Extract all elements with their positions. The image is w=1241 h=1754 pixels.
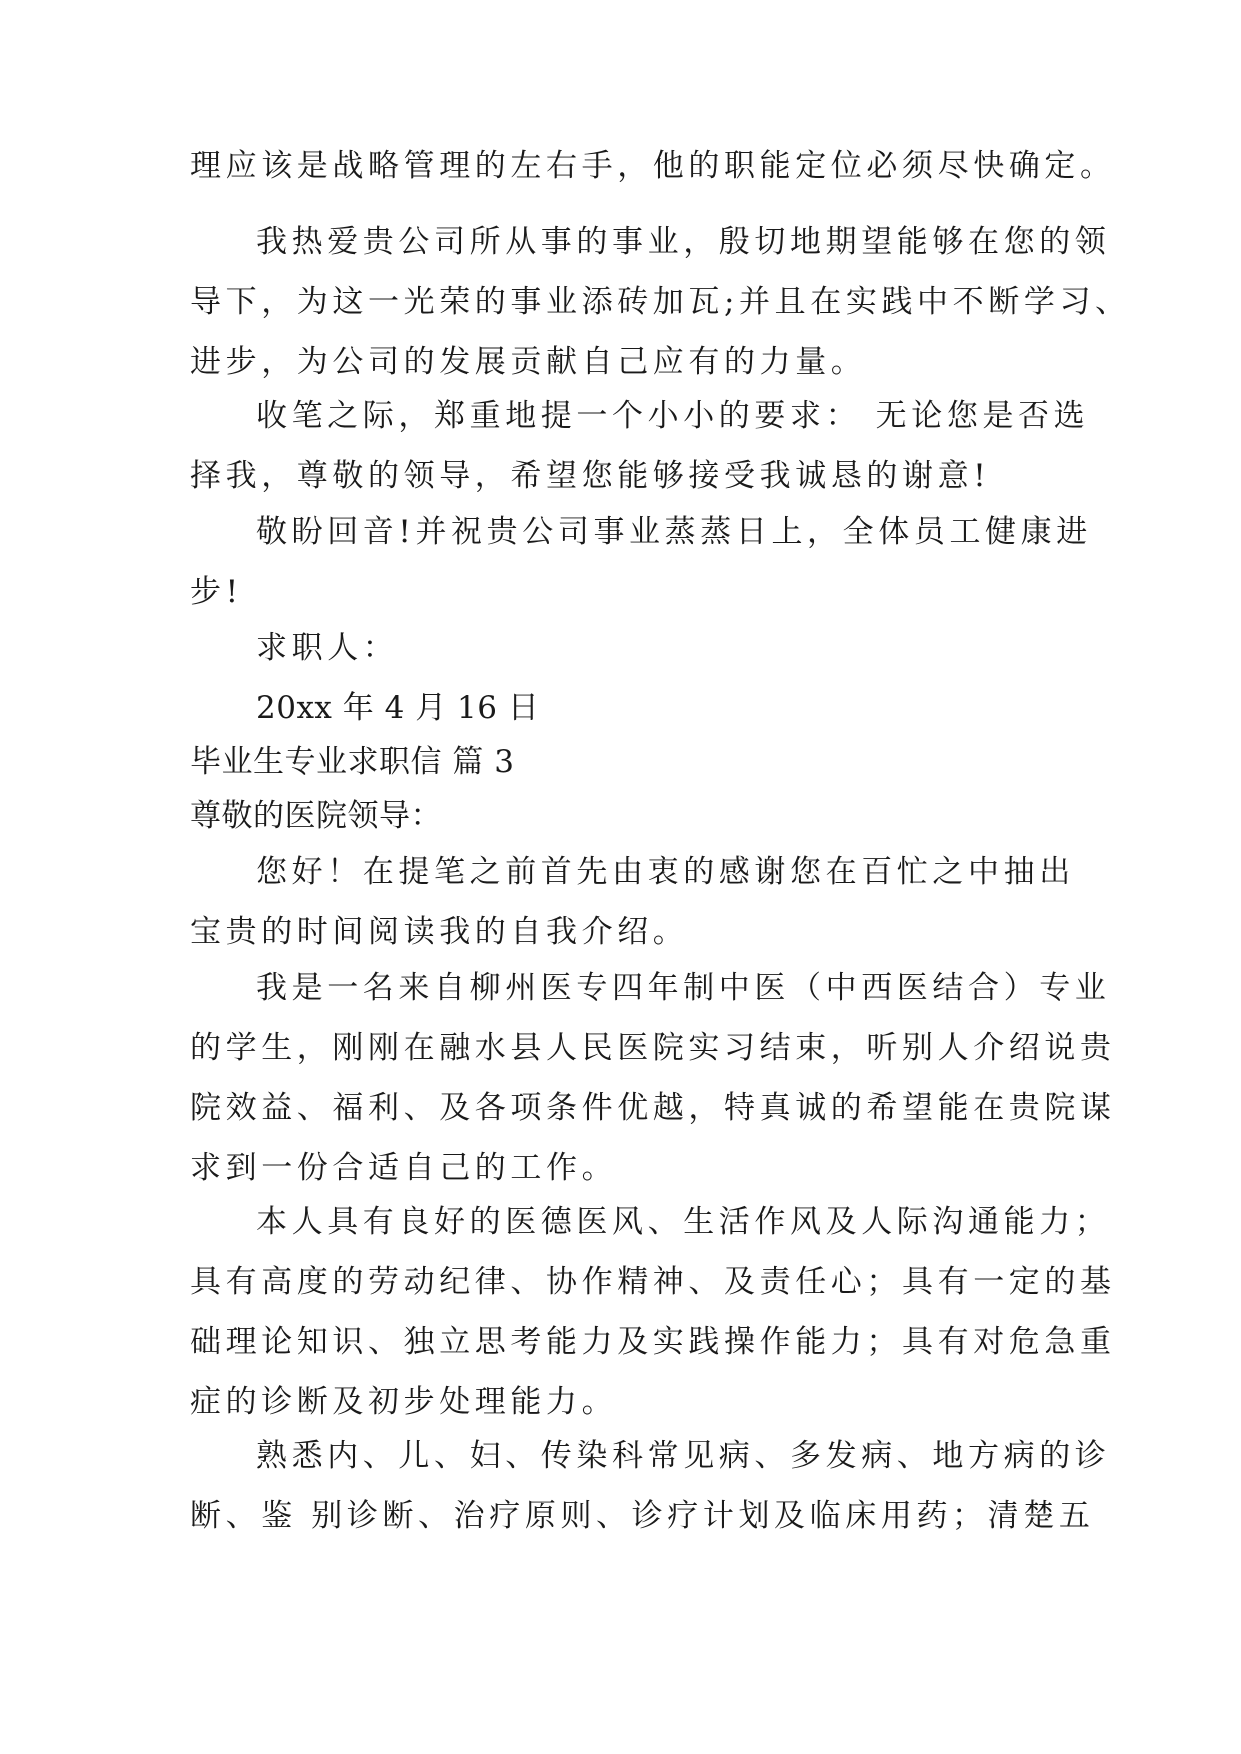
text-line: 宝贵的时间阅读我的自我介绍。 — [190, 914, 689, 950]
text-line: 础理论知识、独立思考能力及实践操作能力；具有对危急重 — [190, 1324, 1116, 1360]
text-line: 熟悉内、儿、妇、传染科常见病、多发病、地方病的诊 — [256, 1438, 1111, 1474]
text-line: 症的诊断及初步处理能力。 — [190, 1384, 618, 1420]
text-line: 院效益、福利、及各项条件优越，特真诚的希望能在贵院谋 — [190, 1090, 1116, 1126]
text-line: 求到一份合适自己的工作。 — [190, 1150, 618, 1186]
text-line: 敬盼回音!并祝贵公司事业蒸蒸日上，全体员工健康进 — [256, 514, 1092, 550]
text-line: 收笔之际，郑重地提一个小小的要求： 无论您是否选 — [256, 398, 1090, 434]
salutation: 尊敬的医院领导： — [190, 798, 442, 834]
text-line: 具有高度的劳动纪律、协作精神、及责任心；具有一定的基 — [190, 1264, 1116, 1300]
letter-date: 20xx 年 4 月 16 日 — [256, 690, 540, 726]
text-line: 的学生，刚刚在融水县人民医院实习结束，听别人介绍说贵 — [190, 1030, 1116, 1066]
text-line: 步! — [190, 574, 243, 610]
text-line: 我是一名来自柳州医专四年制中医（中西医结合）专业 — [256, 970, 1111, 1006]
text-line: 理应该是战略管理的左右手，他的职能定位必须尽快确定。 — [190, 148, 1116, 184]
text-line: 您好！在提笔之前首先由衷的感谢您在百忙之中抽出 — [256, 854, 1075, 890]
text-line: 断、鉴 别诊断、治疗原则、诊疗计划及临床用药；清楚五 — [190, 1498, 1095, 1534]
text-line: 我热爱贵公司所从事的事业，殷切地期望能够在您的领 — [256, 224, 1111, 260]
text-line: 本人具有良好的医德医风、生活作风及人际沟通能力； — [256, 1204, 1111, 1240]
signature-label: 求职人： — [256, 630, 399, 666]
text-line: 择我，尊敬的领导，希望您能够接受我诚恳的谢意! — [190, 458, 991, 494]
section-heading: 毕业生专业求职信 篇 3 — [190, 744, 515, 780]
text-line: 导下，为这一光荣的事业添砖加瓦;并且在实践中不断学习、 — [190, 284, 1131, 320]
text-line: 进步，为公司的发展贡献自己应有的力量。 — [190, 344, 867, 380]
